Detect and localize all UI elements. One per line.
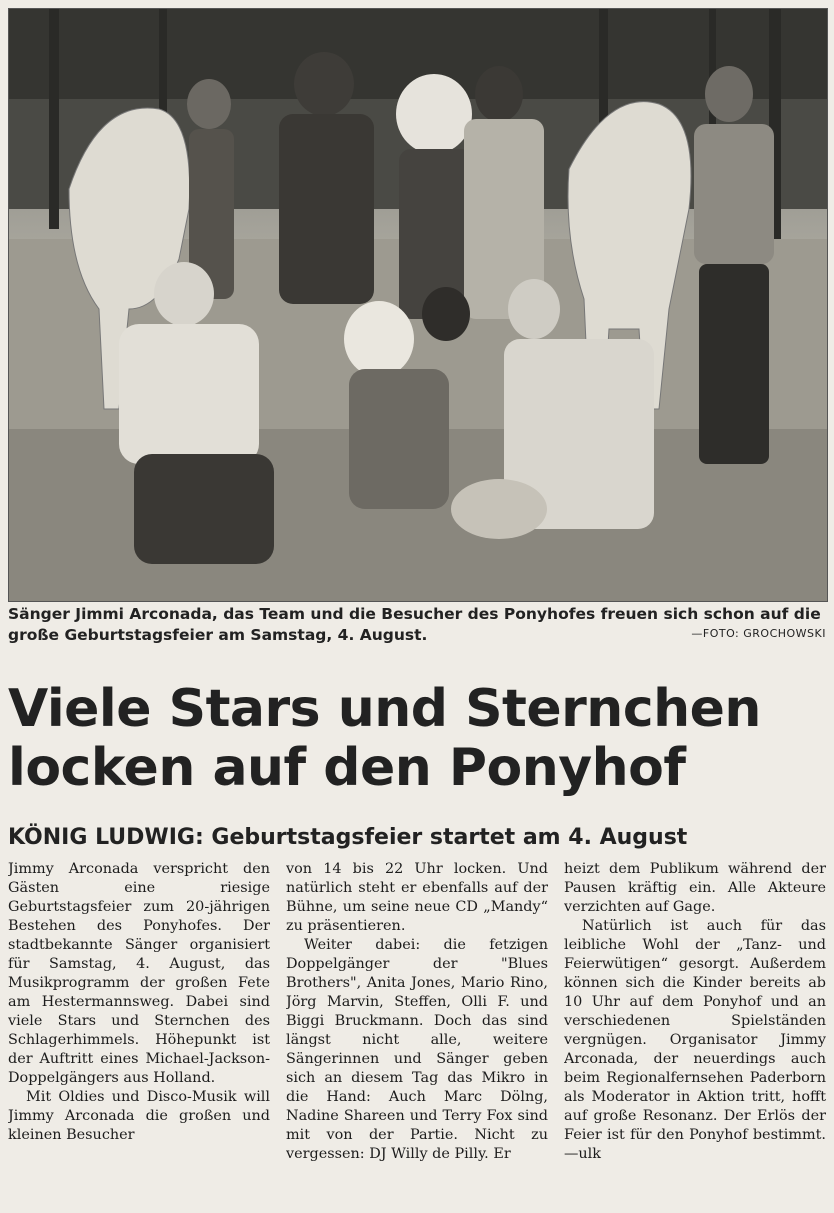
caption-text: Sänger Jimmi Arconada, das Team und die Besucher des Ponyhofes freuen sich schon auf die große Geburtstagsfeier am Samstag, 4. August.	[8, 605, 821, 644]
subheadline: KÖNIG LUDWIG: Geburtstagsfeier startet am 4. August	[8, 825, 688, 850]
headline	[8, 680, 826, 798]
article-column-3	[564, 860, 826, 1210]
paragraph: Natürlich ist auch für das leibliche Wohl der „Tanz- und Feierwütigen“ gesorgt. Außerdem können sich die Kinder bereits ab 10 Uhr auf dem Ponyhof und an verschiedenen Spielständen vergnügen. Organisator Jimmy Arconada, der neuerdings auch beim Regionalfernsehen Paderborn als Moderator in Aktion tritt, hofft auf große Resonanz. Der Erlös der Feier ist für den Ponyhof bestimmt. —ulk	[564, 918, 826, 1162]
paragraph: Weiter dabei: die fetzigen Doppelgänger der "Blues Brothers", Anita Jones, Mario Rino, Jörg Marvin, Steffen, Olli F. und Biggi Bruckmann. Doch das sind längst nicht alle, weitere Sängerinnen und Sänger geben sich an diesem Tag das Mikro in die Hand: Auch Marc Dölng, Nadine Shareen und Terry Fox sind mit von der Partie. Nicht zu vergessen: DJ Willy de Pilly. Er	[286, 937, 548, 1162]
paragraph: von 14 bis 22 Uhr locken. Und natürlich steht er ebenfalls auf der Bühne, um seine neue CD „Mandy“ zu präsentieren.	[286, 861, 548, 934]
paragraph: heizt dem Publikum während der Pausen kräftig ein. Alle Akteure verzichten auf Gage.	[564, 861, 826, 915]
paragraph: Jimmy Arconada verspricht den Gästen eine riesige Geburtstagsfeier zum 20-jährigen Bestehen des Ponyhofes. Der stadtbekannte Sänger organisiert für Samstag, 4. August, das Musikprogramm der großen Fete am Hestermannsweg. Dabei sind viele Stars und Sternchen des Schlagerhimmels. Höhepunkt ist der Auftritt eines Michael-Jackson-Doppelgängers aus Holland.	[8, 861, 270, 1086]
article-body	[8, 860, 826, 1210]
group-photo-illustration	[9, 9, 827, 601]
headline-line-1: Viele Stars und Sternchen	[8, 679, 761, 739]
article-column-1	[8, 860, 270, 1210]
photo-credit: —FOTO: GROCHOWSKI	[691, 627, 826, 640]
photo-caption	[8, 604, 826, 646]
article-column-2	[286, 860, 548, 1210]
paragraph: Mit Oldies und Disco-Musik will Jimmy Arconada die großen und kleinen Besucher	[8, 1089, 270, 1143]
article-photo	[8, 8, 828, 602]
headline-line-2: locken auf den Ponyhof	[8, 738, 686, 798]
